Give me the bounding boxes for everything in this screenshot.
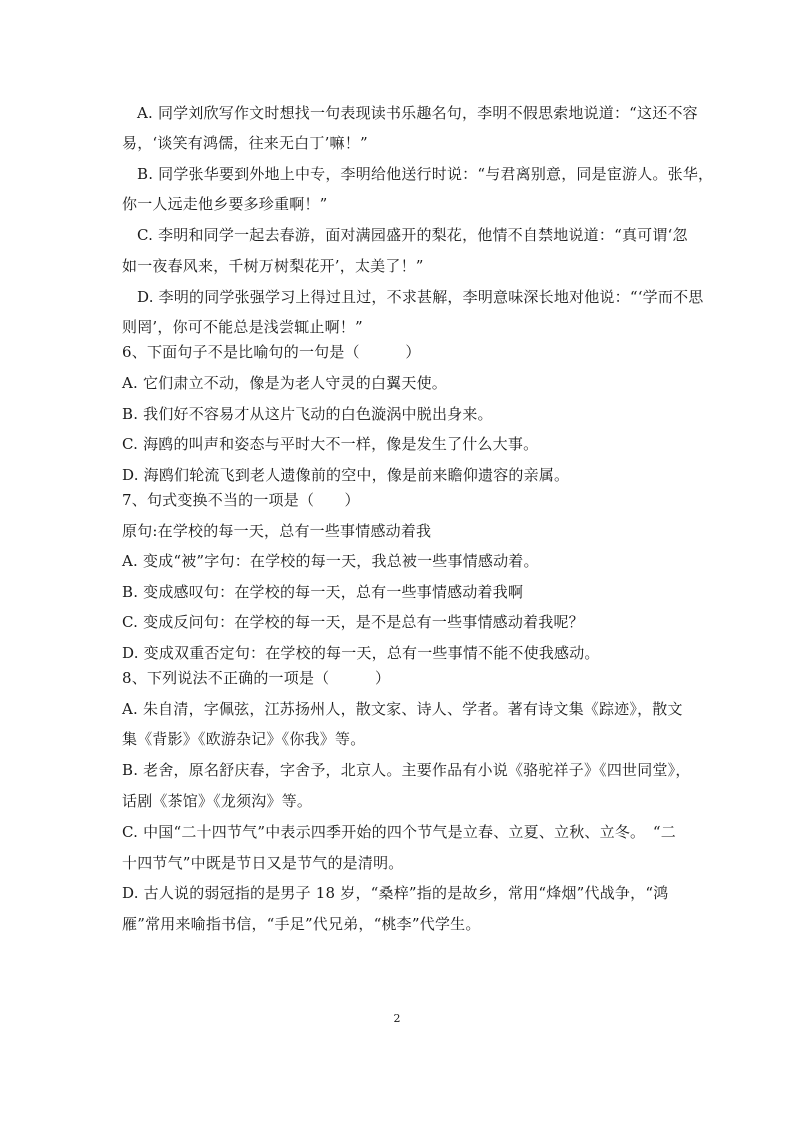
q7-option-c: C. 变成反问句：在学校的每一天，是不是总有一些事情感动着我呢？: [122, 613, 584, 631]
question-6-stem: 6、下面句子不是比喻句的一句是（ ）: [122, 343, 421, 361]
q8-option-b-line1: B. 老舍，原名舒庆春，字舍予，北京人。主要作品有小说《骆驼祥子》《四世同堂》，: [122, 761, 691, 779]
q5-option-a-line1: A. 同学刘欣写作文时想找一句表现读书乐趣名句，李明不假思索地说道：“这还不容: [137, 104, 698, 122]
q8-option-d-line2: 雁”常用来喻指书信，“手足”代兄弟，“桃李”代学生。: [122, 915, 481, 933]
q6-option-c: C. 海鸥的叫声和姿态与平时大不一样，像是发生了什么大事。: [122, 435, 539, 453]
q7-original-sentence: 原句:在学校的每一天，总有一些事情感动着我: [122, 522, 432, 540]
page-number: 2: [393, 1012, 401, 1025]
q8-option-c-line1: C. 中国“二十四节气”中表示四季开始的四个节气是立春、立夏、立秋、立冬。 “二: [122, 823, 676, 841]
question-8-stem: 8、下列说法不正确的一项是（ ）: [122, 669, 391, 687]
q7-option-b: B. 变成感叹句：在学校的每一天，总有一些事情感动着我啊: [122, 583, 524, 601]
q8-option-b-line2: 话剧《茶馆》《龙须沟》等。: [122, 792, 313, 810]
q5-option-d-line2: 则罔’，你可不能总是浅尝辄止啊！”: [122, 318, 363, 336]
q7-option-a: A. 变成“被”字句：在学校的每一天，我总被一些事情感动着。: [122, 552, 539, 570]
q5-option-c-line2: 如一夜春风来，千树万树梨花开’，太美了！”: [122, 257, 424, 275]
q8-option-c-line2: 十四节气”中既是节日又是节气的是清明。: [122, 854, 404, 872]
question-7-stem: 7、句式变换不当的一项是（ ）: [122, 491, 360, 509]
q6-option-a: A. 它们肃立不动，像是为老人守灵的白翼天使。: [122, 374, 447, 392]
q8-option-d-line1: D. 古人说的弱冠指的是男子 18 岁，“桑梓”指的是故乡，常用“烽烟”代战争，“鸿: [122, 884, 669, 902]
q5-option-b-line1: B. 同学张华要到外地上中专，李明给他送行时说：“与君离别意，同是宦游人。张华，: [137, 165, 714, 183]
q6-option-d: D. 海鸥们轮流飞到老人遗像前的空中，像是前来瞻仰遗容的亲属。: [122, 466, 570, 484]
q5-option-b-line2: 你一人远走他乡要多珍重啊！”: [122, 195, 328, 213]
q5-option-d-line1: D. 李明的同学张强学习上得过且过，不求甚解，李明意味深长地对他说：“‘学而不思: [137, 288, 704, 306]
q7-option-d: D. 变成双重否定句：在学校的每一天，总有一些事情不能不使我感动。: [122, 644, 600, 662]
q8-option-a-line1: A. 朱自清，字佩弦，江苏扬州人，散文家、诗人、学者。著有诗文集《踪迹》，散文: [122, 700, 683, 718]
q5-option-a-line2: 易，‘谈笑有鸿儒，往来无白丁’嘛！”: [122, 134, 368, 152]
q5-option-c-line1: C. 李明和同学一起去春游，面对满园盛开的梨花，他情不自禁地说道：“真可谓‘忽: [137, 226, 688, 244]
q6-option-b: B. 我们好不容易才从这片飞动的白色漩涡中脱出身来。: [122, 405, 493, 423]
q8-option-a-line2: 集《背影》《欧游杂记》《你我》等。: [122, 730, 366, 748]
